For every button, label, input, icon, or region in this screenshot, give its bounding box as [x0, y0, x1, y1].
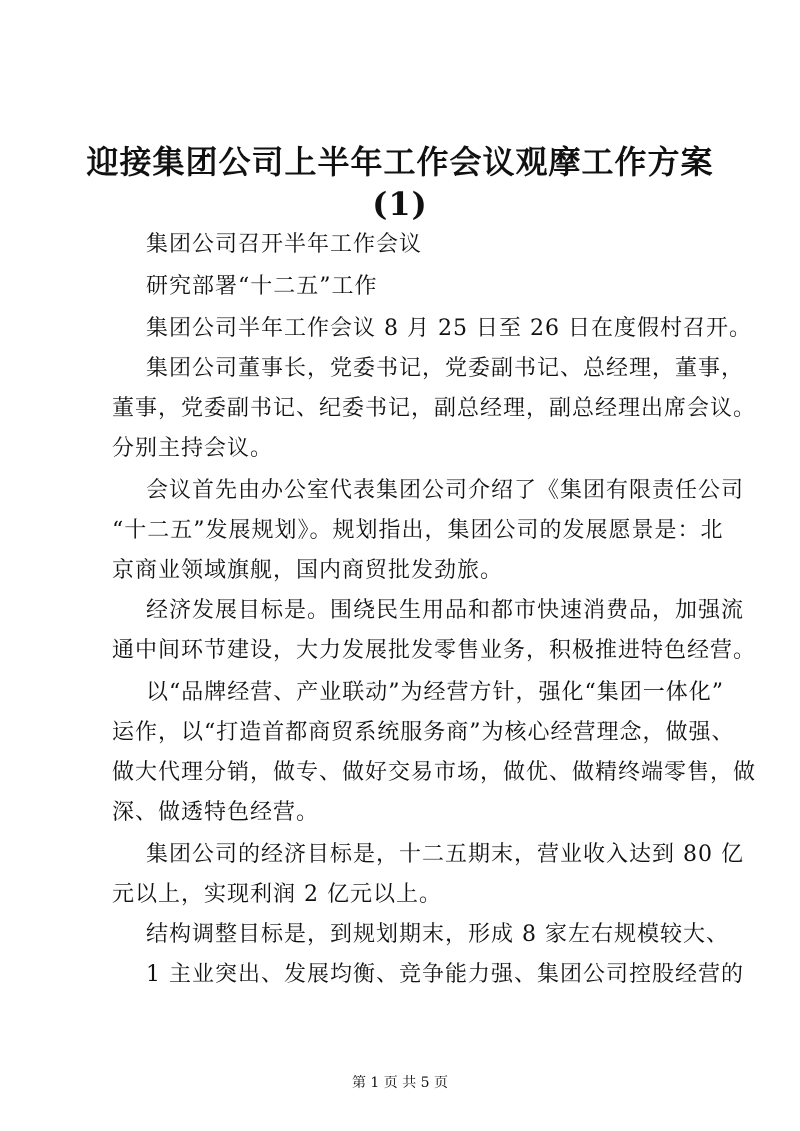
paragraph-line: “十二五”发展规划》。规划指出，集团公司的发展愿景是：北 [112, 518, 724, 543]
paragraph-line: 1 主业突出、发展均衡、竞争能力强、集团公司控股经营的 [146, 962, 744, 987]
paragraph-line: 研究部署“十二五”工作 [146, 274, 378, 299]
page-number-footer: 第 1 页 共 5 页 [351, 1075, 449, 1091]
paragraph-line: 集团公司半年工作会议 8 月 25 日至 26 日在度假村召开。 [146, 316, 752, 341]
paragraph-line: 通中间环节建设，大力发展批发零售业务，积极推进特色经营。 [112, 638, 757, 663]
paragraph-line: 集团公司召开半年工作会议 [146, 232, 423, 257]
paragraph-line: 以“品牌经营、产业联动”为经营方针，强化“集团一体化” [146, 680, 724, 705]
paragraph-line: 董事，党委副书记、纪委书记，副总经理，副总经理出席会议。 [112, 396, 757, 421]
document-title-suffix: (1) [372, 185, 428, 223]
paragraph-line: 集团公司董事长，党委书记，党委副书记、总经理，董事， [146, 356, 745, 381]
paragraph-line: 做大代理分销，做专、做好交易市场，做优、做精终端零售，做 [112, 760, 757, 785]
paragraph-line: 结构调整目标是，到规划期末，形成 8 家左右规模较大、 [146, 922, 729, 947]
paragraph-line: 运作，以“打造首都商贸系统服务商”为核心经营理念，做强、 [112, 720, 735, 745]
paragraph-line: 集团公司的经济目标是，十二五期末，营业收入达到 80 亿 [146, 842, 744, 867]
paragraph-line: 分别主持会议。 [112, 436, 274, 461]
paragraph-line: 元以上，实现利润 2 亿元以上。 [112, 882, 442, 907]
paragraph-line: 深、做透特色经营。 [112, 800, 320, 825]
paragraph-line: 会议首先由办公室代表集团公司介绍了《集团有限责任公司 [146, 478, 745, 503]
document-title: 迎接集团公司上半年工作会议观摩工作方案 [86, 143, 714, 181]
paragraph-line: 经济发展目标是。围绕民生用品和都市快速消费品，加强流 [146, 598, 745, 623]
paragraph-line: 京商业领域旗舰，国内商贸批发劲旅。 [112, 558, 504, 583]
